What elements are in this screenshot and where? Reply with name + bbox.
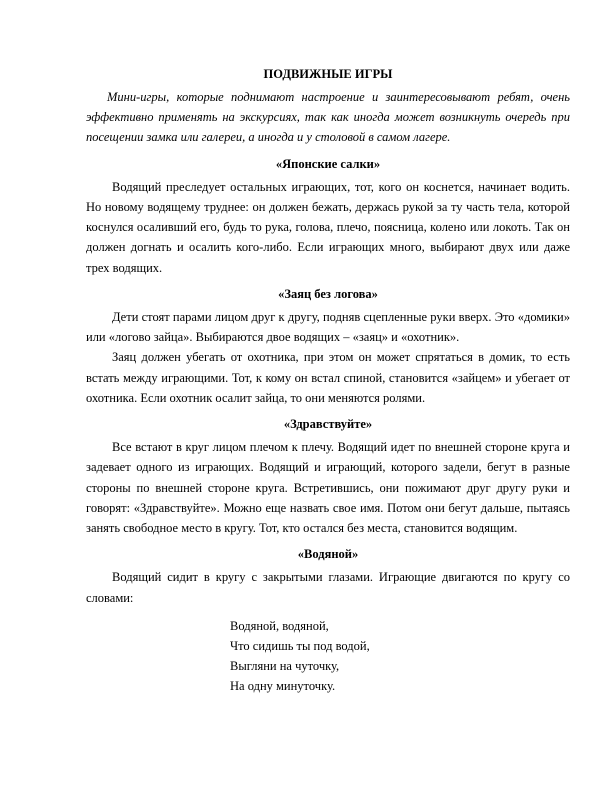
section-water-spirit	[86, 544, 570, 696]
section-paragraph: Дети стоят парами лицом друг к другу, подняв сцепленные руки вверх. Это «домики» или «логово зайца». Выбираются двое водящих – «заяц» и «охотник».	[86, 310, 570, 345]
section-hare-without-lair	[86, 284, 570, 408]
section-title: «Японские салки»	[275, 156, 381, 171]
section-paragraph: Водящий преследует остальных играющих, тот, кого он коснется, начинает водить. Но новому водящему труднее: он должен бежать, держась рукой за ту часть тела, которой коснулся осаливший его, будь то рука, голова, плечо, поясница, колено или локоть. Так он должен догнать и осалить кого-либо. Если играющих много, выбирают двух или даже трех водящих.	[86, 179, 570, 275]
poem	[230, 616, 570, 697]
section-title: «Заяц без логова»	[278, 286, 378, 301]
section-japanese-tag	[86, 154, 570, 278]
poem-line: На одну минуточку.	[230, 679, 336, 694]
document-title: ПОДВИЖНЫЕ ИГРЫ	[263, 67, 393, 81]
section-paragraph: Водящий сидит в кругу с закрытыми глазами. Играющие двигаются по кругу со словами:	[86, 570, 570, 605]
poem-line: Водяной, водяной,	[230, 618, 329, 633]
intro-paragraph: Мини-игры, которые поднимают настроение и заинтересовывают ребят, очень эффективно применять на экскурсиях, так как иногда может возникнуть очередь при посещении замка или галереи, а иногда и у столовой в самом лагере.	[86, 90, 570, 145]
poem-line: Что сидишь ты под водой,	[230, 639, 370, 654]
poem-line: Выгляни на чуточку,	[230, 659, 340, 674]
document-page	[86, 64, 570, 697]
section-title: «Здравствуйте»	[283, 417, 373, 432]
section-hello	[86, 414, 570, 538]
section-paragraph: Все встают в круг лицом плечом к плечу. Водящий идет по внешней стороне круга и задевает одного из играющих. Водящий и играющий, которого задели, бегут в разные стороны по внешней стороне круга. Встретившись, они пожимают друг другу руки и говорят: «Здравствуйте». Можно еще назвать свое имя. Потом они бегут дальше, пытаясь занять свободное место в кругу. Тот, кто остался без места, становится водящим.	[86, 440, 570, 536]
section-title: «Водяной»	[297, 547, 359, 562]
section-paragraph: Заяц должен убегать от охотника, при этом он может спрятаться в домик, то есть встать между играющими. Тот, к кому он встал спиной, становится «зайцем» и убегает от охотника. Если охотник осалит зайца, то они меняются ролями.	[86, 350, 570, 405]
